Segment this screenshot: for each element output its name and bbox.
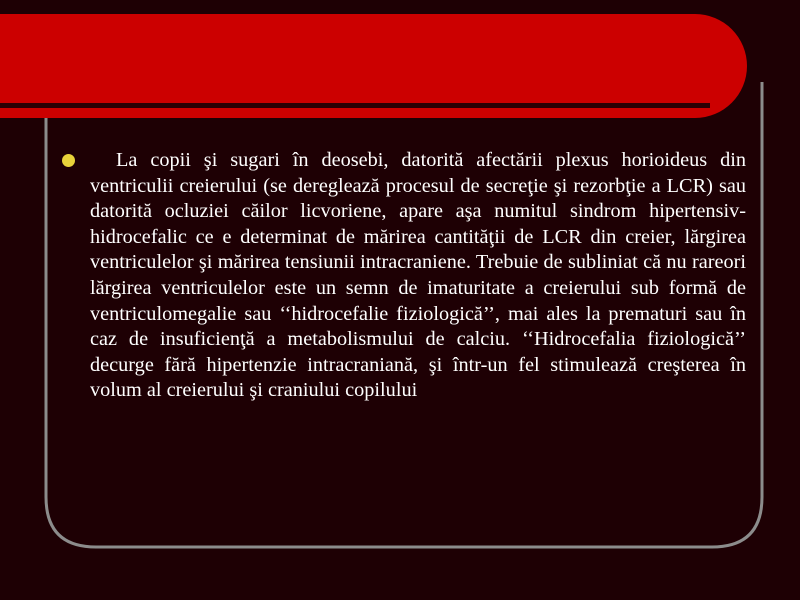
- bullet-dot-icon: [62, 154, 75, 167]
- bullet-item: [62, 148, 746, 404]
- header-dark-divider: [0, 103, 710, 108]
- header-red-band: [0, 14, 747, 118]
- bullet-paragraph: La copii şi sugari în deosebi, datorită afectării plexus horioideus din ventriculii creierului (se dereglează procesul de secreţie şi rezorbţie a LCR) sau datorită ocluziei căilor licvoriene, apare aşa numitul sindrom hipertensiv-hidrocefalic ce e determinat de mărirea cantităţii de LCR din creier, lărgirea ventriculelor şi mărirea tensiunii intracraniene. Trebuie de subliniat că nu rareori lărgirea ventriculelor este un semn de imaturitate a creierului sub formă de ventriculomegalie sau ‘‘hidrocefalie fiziologică’’, mai ales la prematuri sau în caz de insuficienţă a metabolismului de calciu. ‘‘Hidrocefalia fiziologică’’ decurge fără hipertenzie intracraniană, şi într-un fel stimulează creşterea în volum al creierului şi craniului copilului: [90, 149, 746, 402]
- content-area: [62, 148, 746, 404]
